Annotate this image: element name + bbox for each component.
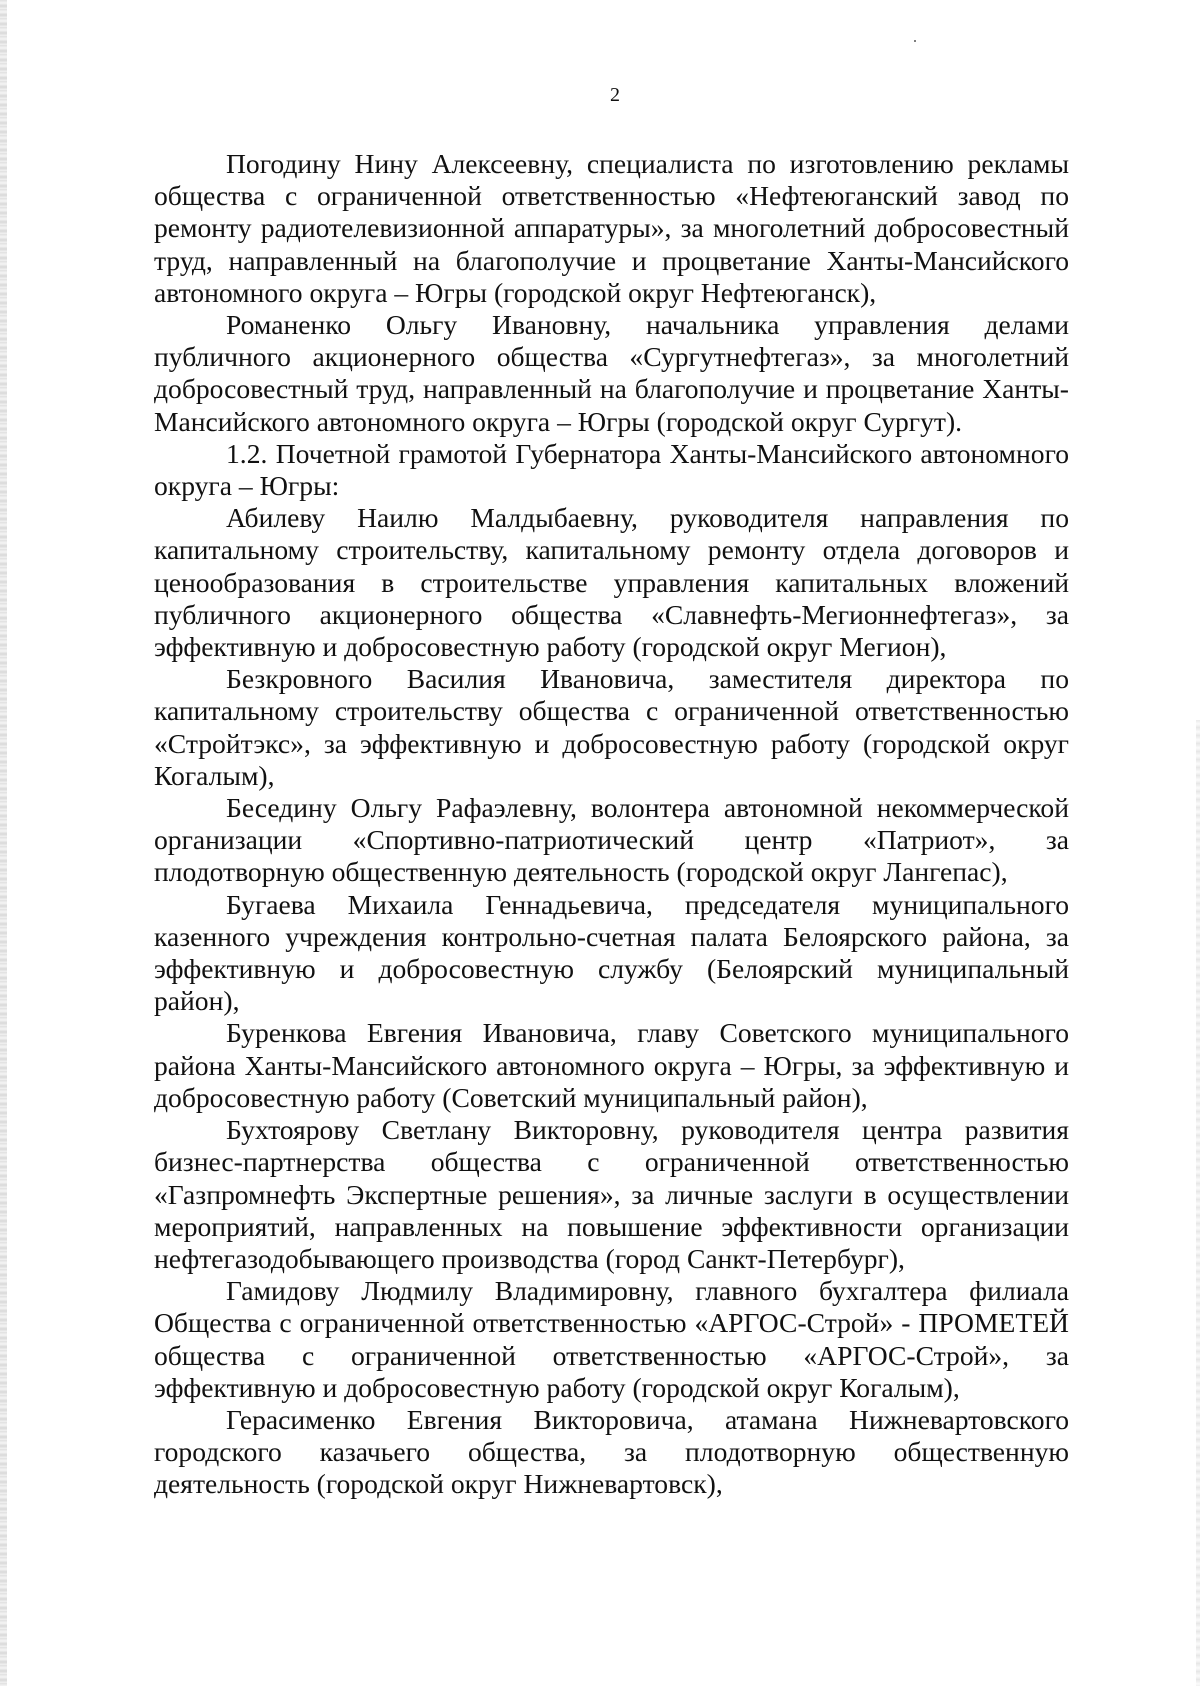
paragraph-abileva: Абилеву Наилю Малдыбаевну, руководителя направления по капитальному строительству, капитальному ремонту отдела договоров и ценообразования в строительстве управления капитальных вложений публичного акционерного общества «Славнефть-Мегионнефтегаз», за эффективную и добросовестную работу (городской округ Мегион), xyxy=(154,502,1069,663)
paragraph-gamidova: Гамидову Людмилу Владимировну, главного бухгалтера филиала Общества с ограниченной ответственностью «АРГОС-Строй» - ПРОМЕТЕЙ общества с ограниченной ответственностью «АРГОС-Строй», за эффективную и добросовестную работу (городской округ Когалым), xyxy=(154,1275,1069,1403)
scan-dust-mark xyxy=(914,40,916,42)
document-body xyxy=(154,148,1069,1501)
paragraph-bezkrovny: Безкровного Василия Ивановича, заместителя директора по капитальному строительству общества с ограниченной ответственностью «Стройтэкс», за эффективную и добросовестную работу (городской округ Когалым), xyxy=(154,663,1069,791)
paragraph-section-1-2: 1.2. Почетной грамотой Губернатора Ханты-Мансийского автономного округа – Югры: xyxy=(154,437,1069,502)
paragraph-bukhtoyarova: Бухтоярову Светлану Викторовну, руководителя центра развития бизнес-партнерства общества с ограниченной ответственностью «Газпромнефть Экспертные решения», за личные заслуги в осуществлении мероприятий, направленных на повышение эффективности организации нефтегазодобывающего производства (город Санкт-Петербург), xyxy=(154,1114,1069,1274)
paragraph-gerasimenko: Герасименко Евгения Викторовича, атамана Нижневартовского городского казачьего общества, за плодотворную общественную деятельность (городской округ Нижневартовск), xyxy=(154,1403,1069,1500)
page-number: 2 xyxy=(610,84,620,106)
paragraph-burenkov: Буренкова Евгения Ивановича, главу Советского муниципального района Ханты-Мансийского автономного округа – Югры, за эффективную и добросовестную работу (Советский муниципальный район), xyxy=(154,1017,1069,1113)
paragraph-romanenko: Романенко Ольгу Ивановну, начальника управления делами публичного акционерного общества «Сургутнефтегаз», за многолетний добросовестный труд, направленный на благополучие и процветание Ханты-Мансийского автономного округа – Югры (городской округ Сургут). xyxy=(154,309,1069,437)
scan-edge-left xyxy=(0,0,7,1686)
paragraph-besedina: Беседину Ольгу Рафаэлевну, волонтера автономной некоммерческой организации «Спортивно-патриотический центр «Патриот», за плодотворную общественную деятельность (городской округ Лангепас), xyxy=(154,792,1069,888)
scan-edge-right xyxy=(1196,720,1200,1686)
paragraph-pogodina: Погодину Нину Алексеевну, специалиста по изготовлению рекламы общества с ограниченной ответственностью «Нефтеюганский завод по ремонту радиотелевизионной аппаратуры», за многолетний добросовестный труд, направленный на благополучие и процветание Ханты-Мансийского автономного округа – Югры (городской округ Нефтеюганск), xyxy=(154,148,1069,308)
paragraph-bugaev: Бугаева Михаила Геннадьевича, председателя муниципального казенного учреждения контрольно-счетная палата Белоярского района, за эффективную и добросовестную службу (Белоярский муниципальный район), xyxy=(154,888,1069,1017)
